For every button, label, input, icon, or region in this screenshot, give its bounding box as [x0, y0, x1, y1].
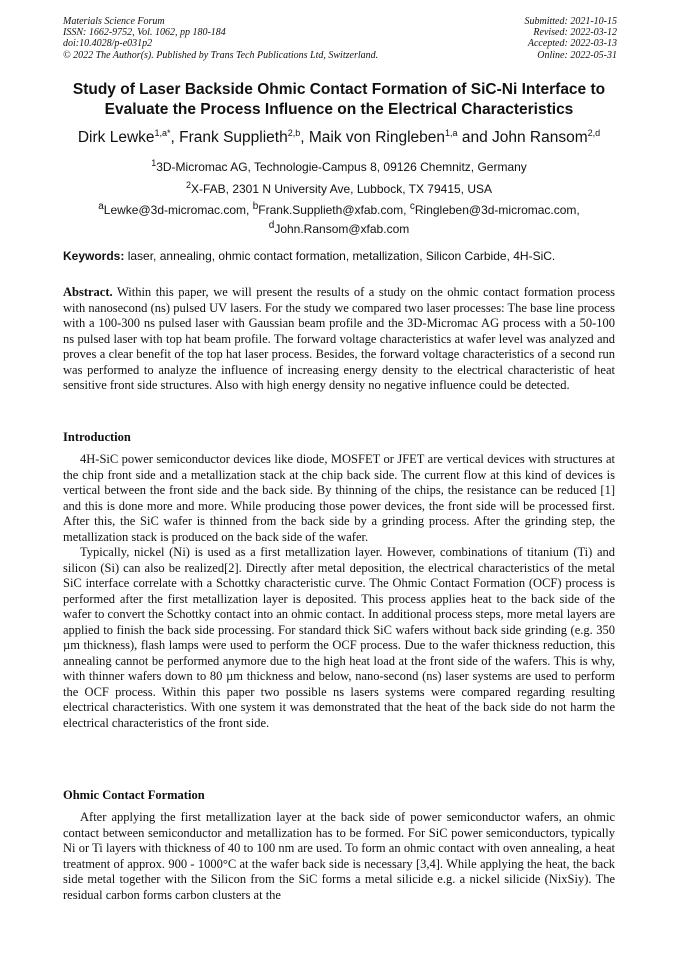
- author-name: John Ransom: [492, 129, 588, 147]
- paragraph: Typically, nickel (Ni) is used as a first metallization layer. However, combinations of titanium (Ti) and silicon (Si) can also be realized[2]. Directly after metal deposition, the electrical characteristics of the metal SiC interface correlate with a Schottky characteristic curve. The Ohmic Contact Formation (OCF) process is performed after the first metallization layer is deposited. This process applies heat to the back side of the wafer to convert the Schottky contact into an ohmic contact. In additional process steps, more metal layers are applied to finish the back side processing. For standard thick SiC wafers without back side grinding (e.g. 350 µm thickness), flash lamps were used to perform the OCF process. Due to the wafer thickness reduction, this annealing cannot be performed anymore due to the high heat load at the front side of the wafers. This is why, with thinner wafers down to 80 µm thickness and below, nano-second (ns) laser systems are used to perform the OCF process. Within this paper two possible ns lasers systems were compared regarding resulting electrical characteristics. With one system it was demonstrated that the heat of the back side do not harm the electrical characteristics of the front side.: [63, 545, 615, 730]
- paragraph: 4H-SiC power semiconductor devices like diode, MOSFET or JFET are vertical devices with structures at the chip front side and a metallization stack at the chip back side. The current flow at this kind of devices is vertical between the front side and the back side. By thinning of the chips, the resistance can be reduced [1] and this is done more and more. While producing those power devices, the front side will be processed first. After this, the SiC wafer is thinned from the back side by a grinding process. After the grinding step, the metallization stack is produced on the back side of the wafer.: [63, 452, 615, 544]
- author-affiliation-mark: 1,a: [445, 128, 458, 138]
- issn: ISSN: 1662-9752, Vol. 1062, pp 180-184: [63, 27, 226, 39]
- author-list: Dirk Lewke$^{1,a*}$, Frank Supplieth$^{2,b}$, Maik von Ringleben$^{1,a}$ and John Ransom$^{2,d}$: [77, 128, 601, 147]
- keywords-label: Keywords:: [63, 249, 125, 263]
- affiliation-2: $^2$X-FAB, 2301 N University Ave, Lubbock, TX 79415, USA: [185, 180, 493, 196]
- submitted-date: Submitted: 2021-10-15: [524, 16, 617, 27]
- affiliation-1: $^1$3D-Micromac AG, Technologie-Campus 8, 09126 Chemnitz, Germany: [151, 158, 527, 174]
- publication-info: [63, 16, 378, 61]
- abstract-label: Abstract.: [63, 285, 113, 299]
- keywords-text: laser, annealing, ohmic contact formation, metallization, Silicon Carbide, 4H-SiC.: [127, 249, 556, 263]
- revised-date: Revised: 2022-03-12: [533, 27, 617, 39]
- abstract-text: Within this paper, we will present the results of a study on the ohmic contact formation process with nanosecond (ns) pulsed UV lasers. For the study we compared two laser processes: The base line process with a 100-300 ns pulsed laser with Gaussian beam profile and the 3D-Micromac AG process with a 50-100 ns pulsed laser with top hat beam profile. The forward voltage characteristics at wafer level was analyzed and proves a clear benefit of the top hat laser process. Besides, the forward voltage characteristics of a second run was performed to analyze the influence of increasing energy density to the electrical characteristic of heat sensitive front side structures. Also with high energy density no negative influence could be detected.: [63, 285, 615, 392]
- abstract: [63, 285, 615, 394]
- paper-title: Study of Laser Backside Ohmic Contact Formation of SiC-Ni Interface to Evaluate the Process Influence on the Electrical Characteristics: [72, 81, 606, 118]
- author-emails: $^a$Lewke@3d-micromac.com, $^b$Frank.Supplieth@xfab.com, $^c$Ringleben@3d-micromac.com, $^d$John.Ransom@xfab.com: [98, 201, 580, 236]
- copyright: © 2022 The Author(s). Published by Trans Tech Publications Ltd, Switzerland.: [63, 49, 379, 61]
- paragraph: After applying the first metallization layer at the back side of power semiconductor wafers, an ohmic contact between semiconductor and metallization has to be formed. For SiC power semiconductors, typically Ni or Ti layers with thickness of 40 to 100 nm are used. To form an ohmic contact with oven annealing, a heat treatment of approx. 900 - 1000°C at the wafer back side is necessary [3,4]. While applying the heat, the back side metal together with the Silicon from the SiC forms a metal silicide e.g. a nickel silicide (NixSiy). The residual carbon forms carbon clusters at the: [63, 810, 615, 902]
- email-c[interactable]: Ringleben@3d-micromac.com,: [414, 203, 580, 217]
- accepted-date: Accepted: 2022-03-13: [527, 38, 617, 50]
- author-affiliation-mark: 2,b: [287, 128, 301, 138]
- online-date: Online: 2022-05-31: [537, 49, 617, 61]
- author-affiliation-mark: 1,a*: [154, 128, 171, 138]
- author-name: Frank Supplieth: [179, 129, 288, 147]
- email-d[interactable]: John.Ransom@xfab.com: [274, 222, 410, 236]
- doi[interactable]: doi:10.4028/p-e031p2: [63, 38, 153, 50]
- email-b[interactable]: Frank.Supplieth@xfab.com,: [258, 203, 407, 217]
- email-a[interactable]: Lewke@3d-micromac.com,: [103, 203, 250, 217]
- author-affiliation-mark: 2,d: [587, 128, 601, 138]
- ohmic-heading: Ohmic Contact Formation: [63, 788, 205, 802]
- introduction-body: [63, 452, 615, 731]
- publication-dates: [525, 16, 618, 61]
- ohmic-body: [63, 810, 615, 903]
- author-name: Maik von Ringleben: [308, 129, 445, 147]
- journal-name: Materials Science Forum: [63, 16, 165, 27]
- author-name: Dirk Lewke: [77, 129, 155, 147]
- keywords: [63, 249, 618, 263]
- introduction-heading: Introduction: [63, 430, 131, 444]
